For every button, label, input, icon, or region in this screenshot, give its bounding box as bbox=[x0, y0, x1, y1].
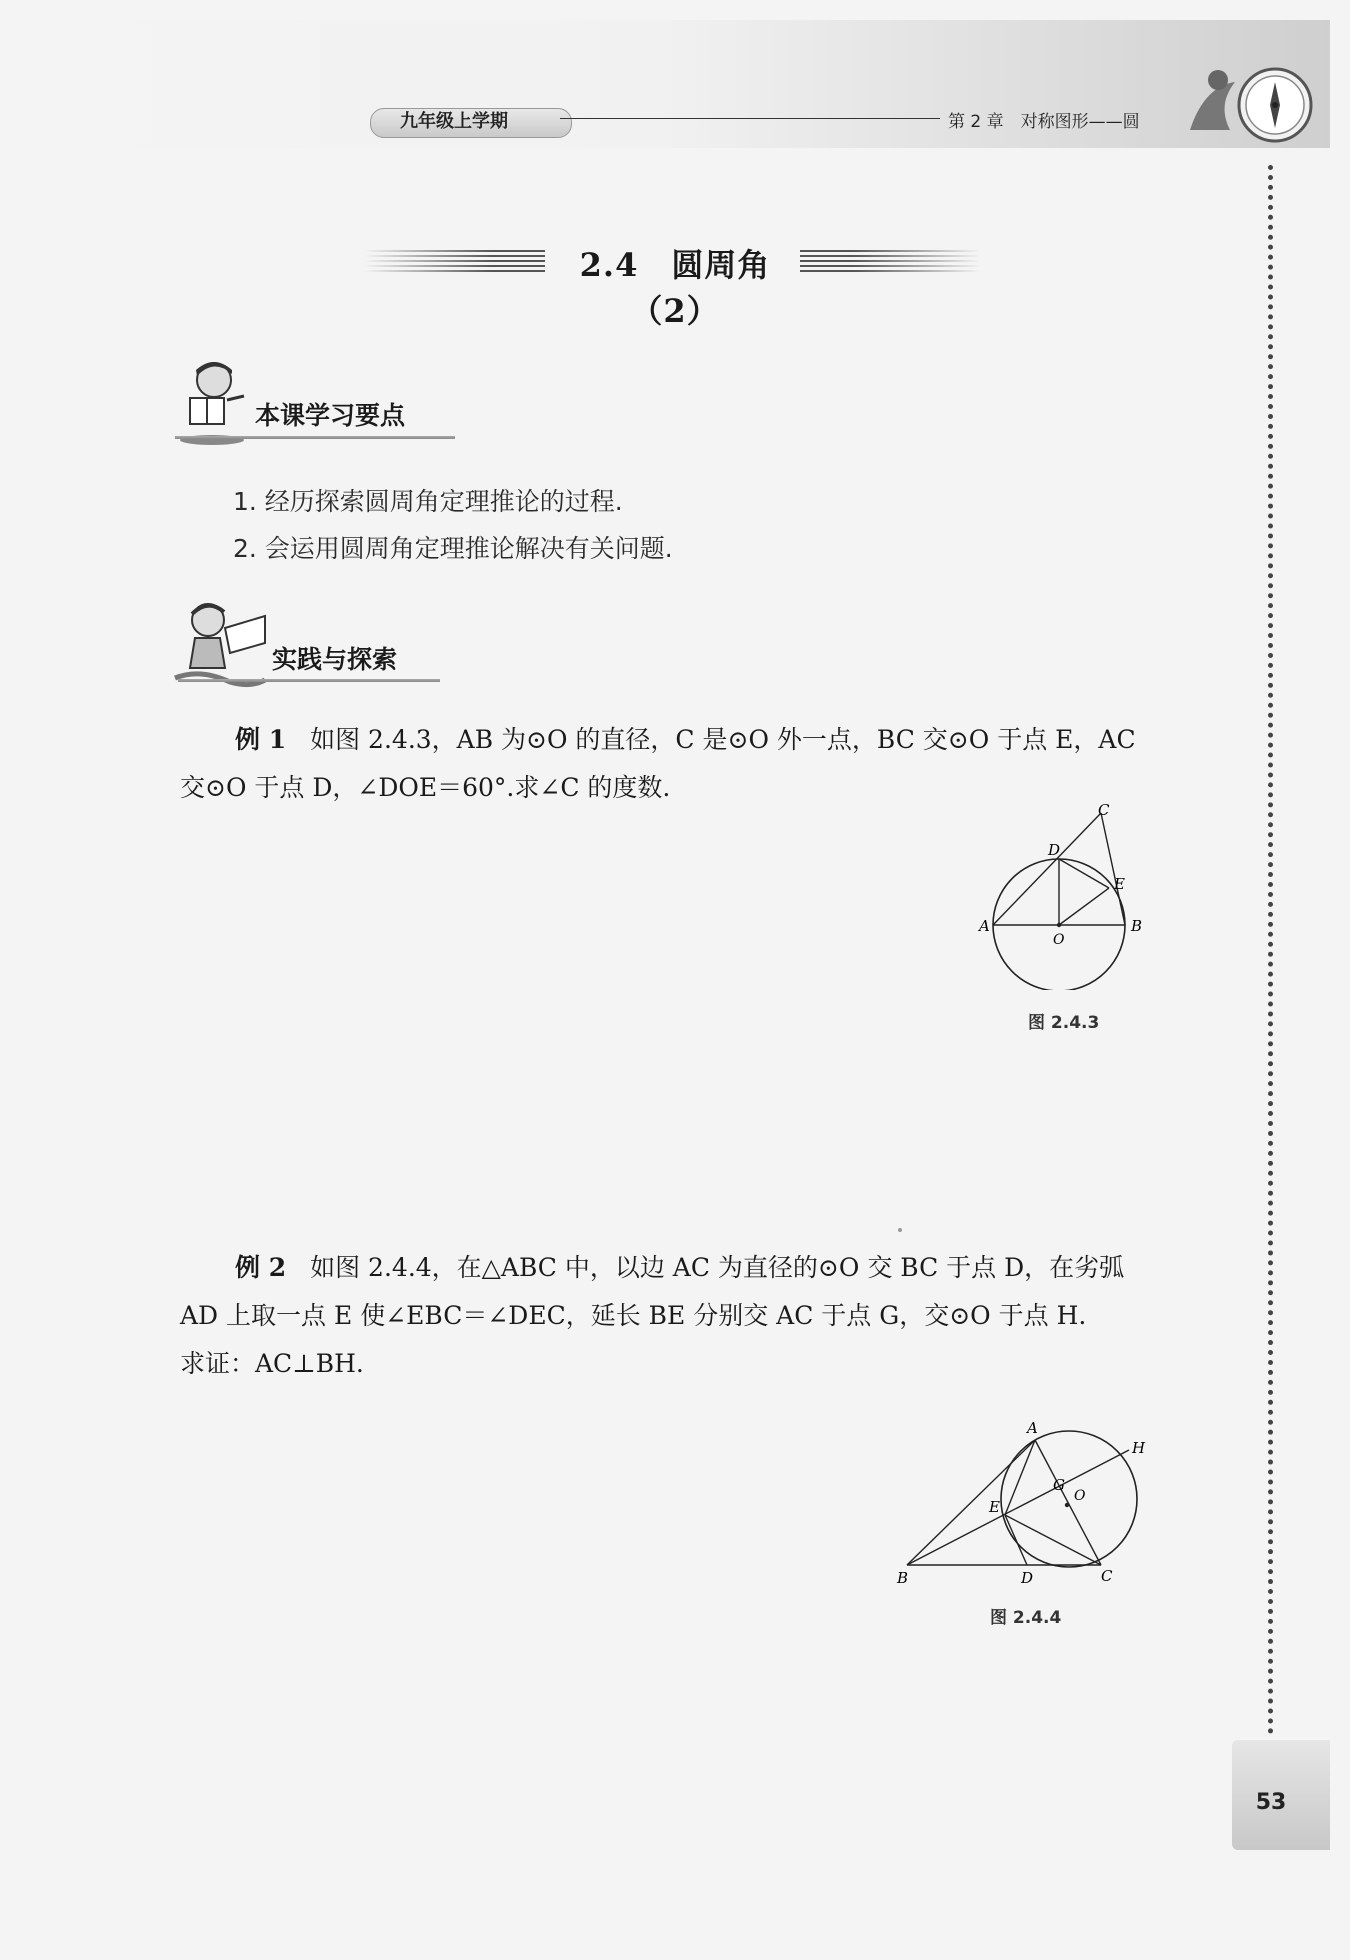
label-c: C bbox=[1098, 801, 1110, 819]
learning-points-heading: 本课学习要点 bbox=[255, 401, 406, 430]
example-2-text bbox=[180, 1244, 1180, 1388]
section-title: 2.4 圆周角（2） bbox=[579, 246, 771, 330]
practice-heading: 实践与探索 bbox=[272, 645, 398, 674]
example-1-line-2: 交⊙O 于点 D，∠DOE＝60°.求∠C 的度数. bbox=[180, 773, 671, 802]
heading-underline bbox=[175, 433, 455, 443]
figure-2-4-4-caption: 图 2.4.4 bbox=[990, 1608, 1062, 1628]
example-2-line-2: AD 上取一点 E 使∠EBC＝∠DEC，延长 BE 分别交 AC 于点 G，交⊙O 于点 H. bbox=[180, 1301, 1087, 1330]
page-number: 53 bbox=[1255, 1790, 1287, 1815]
header-rule bbox=[560, 118, 940, 119]
example-2-line-1: 如图 2.4.4，在△ABC 中，以边 AC 为直径的⊙O 交 BC 于点 D，在劣弧 bbox=[310, 1253, 1125, 1282]
label-e: E bbox=[989, 1498, 1000, 1516]
example-2-line-3: 求证：AC⊥BH. bbox=[180, 1349, 364, 1378]
heading-underline bbox=[178, 676, 440, 686]
label-h: H bbox=[1132, 1439, 1146, 1457]
label-o: O bbox=[1074, 1488, 1086, 1504]
label-g: G bbox=[1053, 1476, 1065, 1494]
label-b: B bbox=[1131, 917, 1143, 935]
title-decoration-right bbox=[800, 250, 980, 272]
label-a: A bbox=[1027, 1419, 1038, 1437]
figure-2-4-3 bbox=[975, 800, 1150, 990]
example-2-label: 例 2 bbox=[235, 1253, 287, 1282]
label-a: A bbox=[979, 917, 990, 935]
example-1-text bbox=[180, 716, 1180, 812]
chapter-label: 第 2 章 对称图形——圆 bbox=[948, 112, 1140, 132]
label-d: D bbox=[1048, 841, 1061, 859]
compass-mascot-icon bbox=[1170, 60, 1320, 150]
label-d: D bbox=[1021, 1569, 1034, 1587]
stray-dot bbox=[898, 1228, 902, 1232]
learning-point-1: 1. 经历探索圆周角定理推论的过程. bbox=[233, 487, 623, 516]
label-b: B bbox=[897, 1569, 909, 1587]
title-decoration-left bbox=[365, 250, 545, 272]
label-c: C bbox=[1101, 1567, 1113, 1585]
example-1-label: 例 1 bbox=[235, 725, 287, 754]
figure-2-4-3-caption: 图 2.4.3 bbox=[1028, 1013, 1100, 1033]
margin-dotted-line bbox=[1268, 165, 1273, 1735]
figure-2-4-4 bbox=[895, 1415, 1160, 1590]
label-e: E bbox=[1114, 875, 1125, 893]
learning-point-2: 2. 会运用圆周角定理推论解决有关问题. bbox=[233, 534, 673, 563]
label-o: O bbox=[1053, 932, 1065, 948]
example-1-line-1: 如图 2.4.3，AB 为⊙O 的直径，C 是⊙O 外一点，BC 交⊙O 于点 E，AC bbox=[310, 725, 1136, 754]
grade-label: 九年级上学期 bbox=[400, 111, 508, 132]
